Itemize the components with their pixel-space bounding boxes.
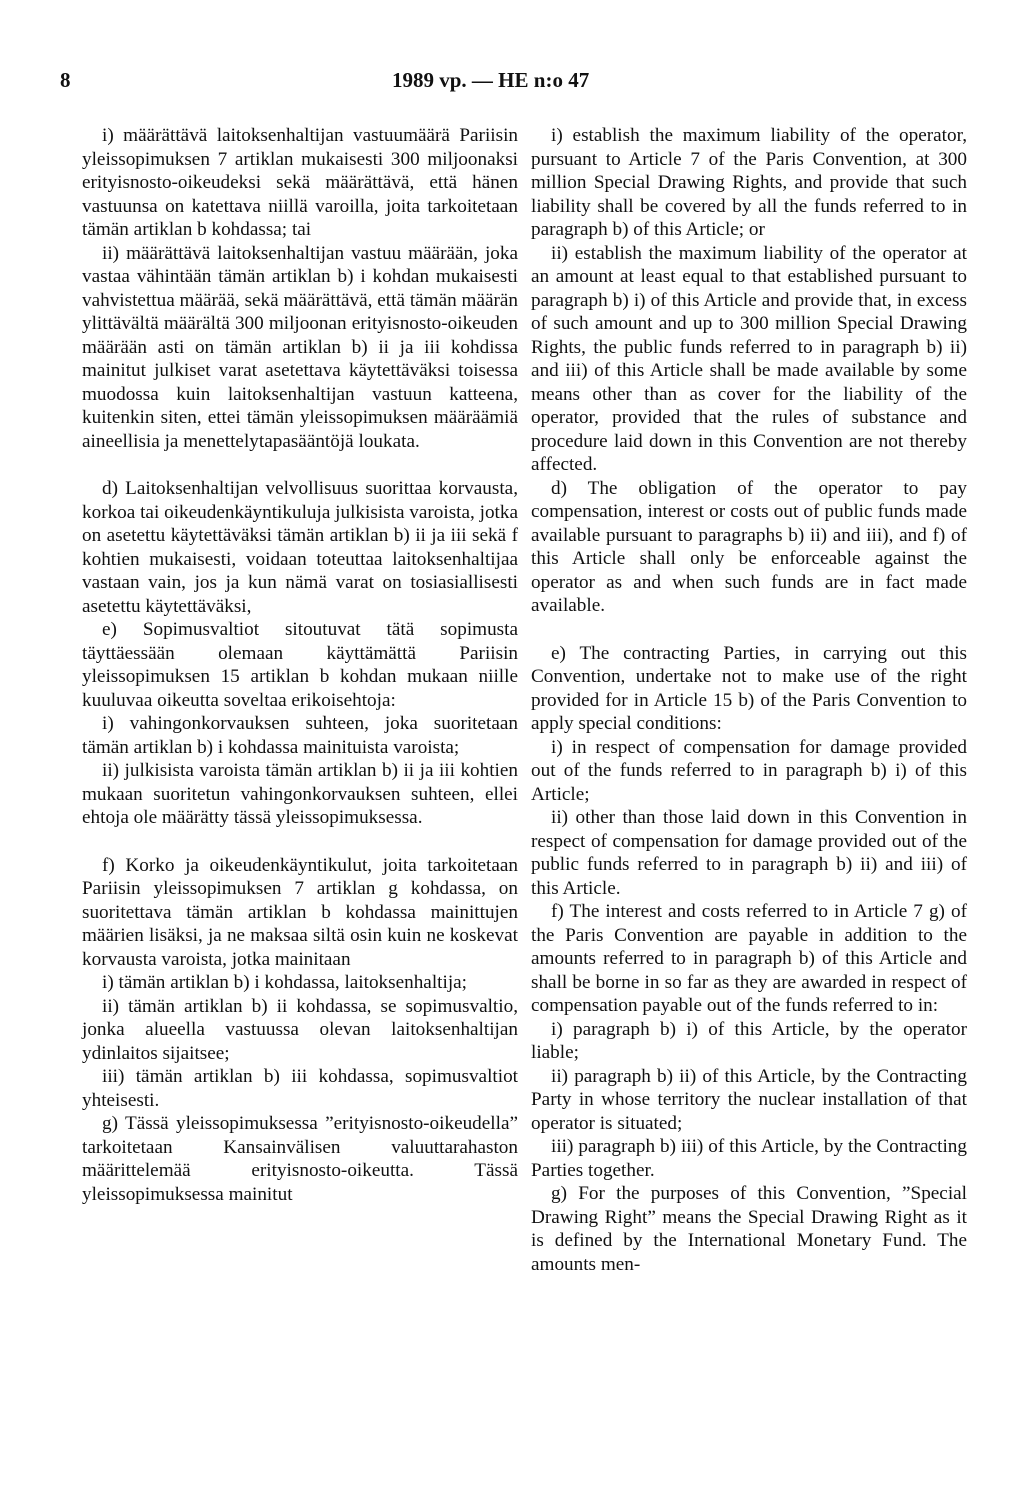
en-para-f: f) The interest and costs referred to in Article 7 g) of the Paris Convention are payable in addition to the amounts referred to in paragraph b) of this Article and shall be borne in so far as they are awarded in respect of compensation payable out of the funds referred to in: bbox=[531, 901, 967, 1016]
fi-para-c-ii: ii) määrättävä laitoksenhaltijan vastuu määrään, joka vastaa vähintään tämän artiklan b) i kohdan mukaisesti vahvistettua määrää, sekä määrättävä, että tämän määrän ylittävältä määrältä 300 miljoonan erityisnosto-oikeuden määrään asti on tämän artiklan b) ii ja iii kohdissa mainitut julkiset varat asetettava käytettäväksi toisessa muodossa kuin laitoksenhaltijan vastuun katteena, kuitenkin siten, ettei tämän yleissopimuksen määräämiä aineellisia ja menettelytapasääntöjä loukata. bbox=[82, 242, 518, 452]
page-number: 8 bbox=[60, 68, 71, 92]
fi-para-d: d) Laitoksenhaltijan velvollisuus suorittaa korvausta, korkoa tai oikeudenkäyntikuluja julkisista varoista, jotka on asetettu käytettäväksi tämän artiklan b) ii ja iii sekä f kohtien mukaisesti, voidaan toteuttaa laitoksenhaltijaa vastaan vain, jos ja kun nämä varat on tosiasiallisesti asetettu käytettäväksi, bbox=[82, 478, 518, 617]
english-column bbox=[531, 124, 967, 1276]
en-para-d: d) The obligation of the operator to pay compensation, interest or costs out of public funds made available pursuant to paragraphs b) ii) and iii), and f) of this Article shall only be enforceable against the operator as and when such funds are in fact made available. bbox=[531, 477, 967, 616]
en-para-e: e) The contracting Parties, in carrying out this Convention, undertake not to make use of the right provided for in Article 15 b) of the Paris Convention to apply special conditions: bbox=[531, 642, 967, 734]
running-title: 1989 vp. — HE n:o 47 bbox=[392, 68, 590, 92]
en-para-c-ii: ii) establish the maximum liability of the operator at an amount at least equal to that established pursuant to paragraph b) i) of this Article and provide that, in excess of such amount and up to 300 million Special Drawing Rights, the public funds referred to in paragraph b) ii) and iii) of this Article shall be made available by some means other than as cover for the liability of the operator, provided that the rules of substance and procedure laid down in this Convention are not thereby affected. bbox=[531, 242, 967, 475]
fi-para-f-iii: iii) tämän artiklan b) iii kohdassa, sopimusvaltiot yhteisesti. bbox=[82, 1066, 518, 1111]
finnish-column bbox=[82, 124, 518, 1206]
fi-para-f-i: i) tämän artiklan b) i kohdassa, laitoksenhaltija; bbox=[102, 972, 467, 993]
fi-para-c-i: i) määrättävä laitoksenhaltijan vastuumäärä Pariisin yleissopimuksen 7 artiklan mukaisesti 300 miljoonaksi erityisnosto-oikeudeksi sekä määrättävä, että hänen vastuunsa on katettava niillä varoilla, joita tarkoitetaan tämän artiklan b kohdassa; tai bbox=[82, 125, 518, 240]
en-para-f-i: i) paragraph b) i) of this Article, by the operator liable; bbox=[531, 1018, 967, 1063]
en-para-c-i: i) establish the maximum liability of the operator, pursuant to Article 7 of the Paris Convention, at 300 million Special Drawing Rights, and provide that such liability shall be covered by all the funds referred to in paragraph b) of this Article; or bbox=[531, 125, 967, 240]
page-header bbox=[60, 68, 964, 98]
en-para-g: g) For the purposes of this Convention, ”Special Drawing Right” means the Special Drawing Right as it is defined by the International Monetary Fund. The amounts men- bbox=[531, 1183, 967, 1275]
fi-para-e-i: i) vahingonkorvauksen suhteen, joka suoritetaan tämän artiklan b) i kohdassa mainituista varoista; bbox=[82, 713, 518, 758]
en-para-f-ii: ii) paragraph b) ii) of this Article, by the Contracting Party in whose territory the nuclear installation of that operator is situated; bbox=[531, 1065, 967, 1134]
fi-para-e: e) Sopimusvaltiot sitoutuvat tätä sopimusta täyttäessään olemaan käyttämättä Pariisin yleissopimuksen 15 artiklan b kohdan mukaan niille kuuluvaa oikeutta soveltaa erikoisehtoja: bbox=[82, 619, 518, 711]
en-para-e-i: i) in respect of compensation for damage provided out of the funds referred to in paragraph b) i) of this Article; bbox=[531, 736, 967, 805]
en-para-e-ii: ii) other than those laid down in this Convention in respect of compensation for damage provided out of the public funds referred to in paragraph b) ii) and iii) of this Article. bbox=[531, 807, 967, 899]
en-para-f-iii: iii) paragraph b) iii) of this Article, by the Contracting Parties together. bbox=[531, 1136, 967, 1181]
fi-para-f: f) Korko ja oikeudenkäyntikulut, joita tarkoitetaan Pariisin yleissopimuksen 7 artiklan g kohdassa, on suoritettava tämän artiklan b kohdassa mainittujen määrien lisäksi, ja ne maksaa siltä osin kuin ne koskevat korvausta varoista, jotka mainitaan bbox=[82, 854, 518, 970]
fi-para-e-ii: ii) julkisista varoista tämän artiklan b) ii ja iii kohtien mukaan suoritetun vahingonkorvauksen suhteen, ellei ehtoja ole määrätty tässä yleissopimuksessa. bbox=[82, 760, 518, 828]
fi-para-g: g) Tässä yleissopimuksessa ”erityisnosto-oikeudella” tarkoitetaan Kansainvälisen valuuttarahaston määrittelemää erityisnosto-oikeutta. Tässä yleissopimuksessa mainitut bbox=[82, 1113, 518, 1205]
fi-para-f-ii: ii) tämän artiklan b) ii kohdassa, se sopimusvaltio, jonka alueella vastuussa olevan laitoksenhaltijan ydinlaitos sijaitsee; bbox=[82, 995, 518, 1064]
